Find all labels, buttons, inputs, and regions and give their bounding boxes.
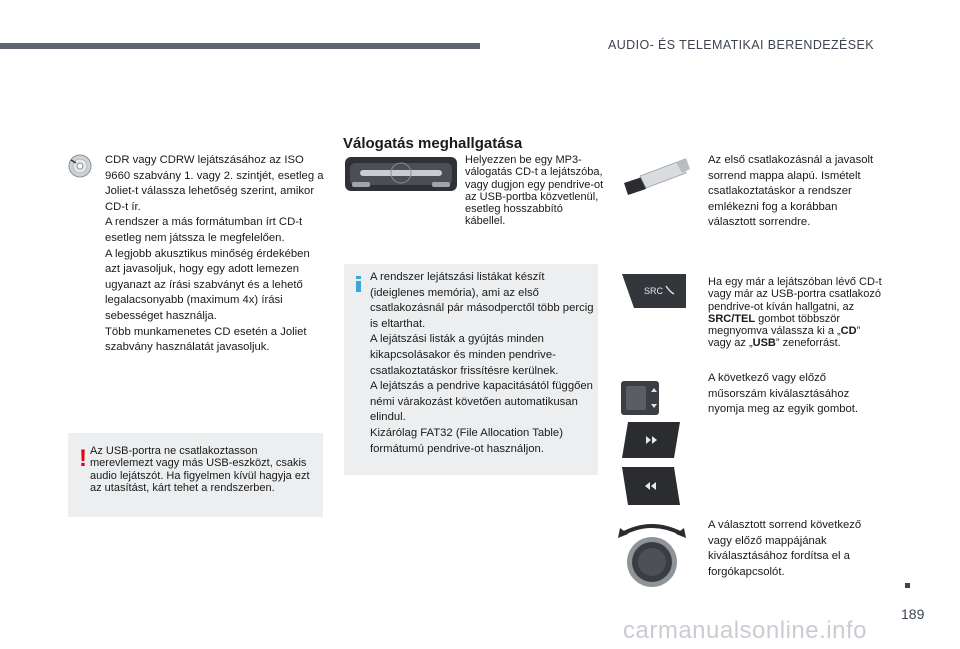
rotary-knob[interactable] — [614, 520, 690, 595]
section-title: Válogatás meghallgatása — [343, 135, 523, 152]
seek-rocker-button[interactable] — [620, 380, 660, 421]
page-marker — [905, 583, 910, 588]
previous-track-button[interactable] — [620, 465, 682, 512]
track-select-text: A következő vagy előző műsorszám kiválasztásához nyomja meg az egyik gombot. — [708, 372, 859, 416]
info-icon — [352, 276, 366, 292]
folder-select-text: A választott sorrend következő vagy előző mappájának kiválasztásához fordítsa el a forgókapcsolót. — [708, 519, 862, 578]
insert-media-text: Helyezzen be egy MP3-válogatás CD-t a lejátszóba, vagy dugjon egy pendrive-ot az USB-portba közvetlenül, esetleg hosszabbító kábellel. — [465, 154, 604, 228]
next-track-button[interactable] — [620, 420, 682, 465]
src-tel-button[interactable] — [620, 272, 688, 315]
usb-stick-image — [620, 153, 692, 202]
info-text: A rendszer lejátszási listákat készít (ideiglenes memória), ami az első csatlakozásnál pár másodperctől több percig is eltarthat. A lejátszási listák a gyújtás minden kikapcsolásakor és minden pendrive-csatlakoztatáskor frissítésre kerülnek. A lejátszás a pendrive kapacitásától függően némi várakozást követően automatikusan elindul. Kizárólag FAT32 (File Allocation Table) formátumú pendrive-ot használjon. — [370, 271, 594, 455]
cd-writing-note: CDR vagy CDRW lejátszásához az ISO 9660 szabvány 1. vagy 2. szintjét, esetleg a Joliet-t válassza lehetőség szerint, amikor CD-t ír. A rendszer a más formátumban írt CD-t esetleg nem játssza le megfelelően. A legjobb akusztikus minőség érdekében azt javasoljuk, hogy egy adott lemezen ugyanazt az írási szabványt és a lehető legalacsonyabb (maximum 4x) írási sebességet használja. Több munkamenetes CD esetén a Joliet szabvány használatát javasoljuk. — [105, 154, 324, 354]
info-box — [344, 264, 598, 475]
src-label: SRC — [644, 286, 664, 296]
cd-disc-icon — [68, 154, 92, 183]
page-number: 189 — [901, 606, 925, 622]
cd-player-image — [344, 156, 458, 197]
warning-text: Az USB-portra ne csatlakoztasson merevlemezt vagy más USB-eszközt, csakis audio lejátszót. Ha figyelmen kívül hagyja ezt az utasítást, kárt tehet a rendszerben. — [90, 445, 310, 494]
watermark: carmanualsonline.info — [623, 617, 867, 644]
header-bar — [0, 43, 480, 49]
usb-first-connection-text: Az első csatlakozásnál a javasolt sorrend mappa alapú. Ismételt csatlakoztatáskor a rendszer emlékezni fog a korábban választott sorrendre. — [708, 154, 874, 229]
source-select-text: Ha egy már a lejátszóban lévő CD-t vagy már az USB-portra csatlakozó pendrive-ot kíván hallgatni, az SRC/TEL gombot többször megnyomva válassza ki a „CD” vagy az „USB” zeneforrást. — [708, 276, 882, 350]
warning-icon: ! — [79, 445, 87, 472]
warning-box — [68, 433, 323, 517]
page-header: AUDIO- ÉS TELEMATIKAI BERENDEZÉSEK — [608, 38, 874, 52]
